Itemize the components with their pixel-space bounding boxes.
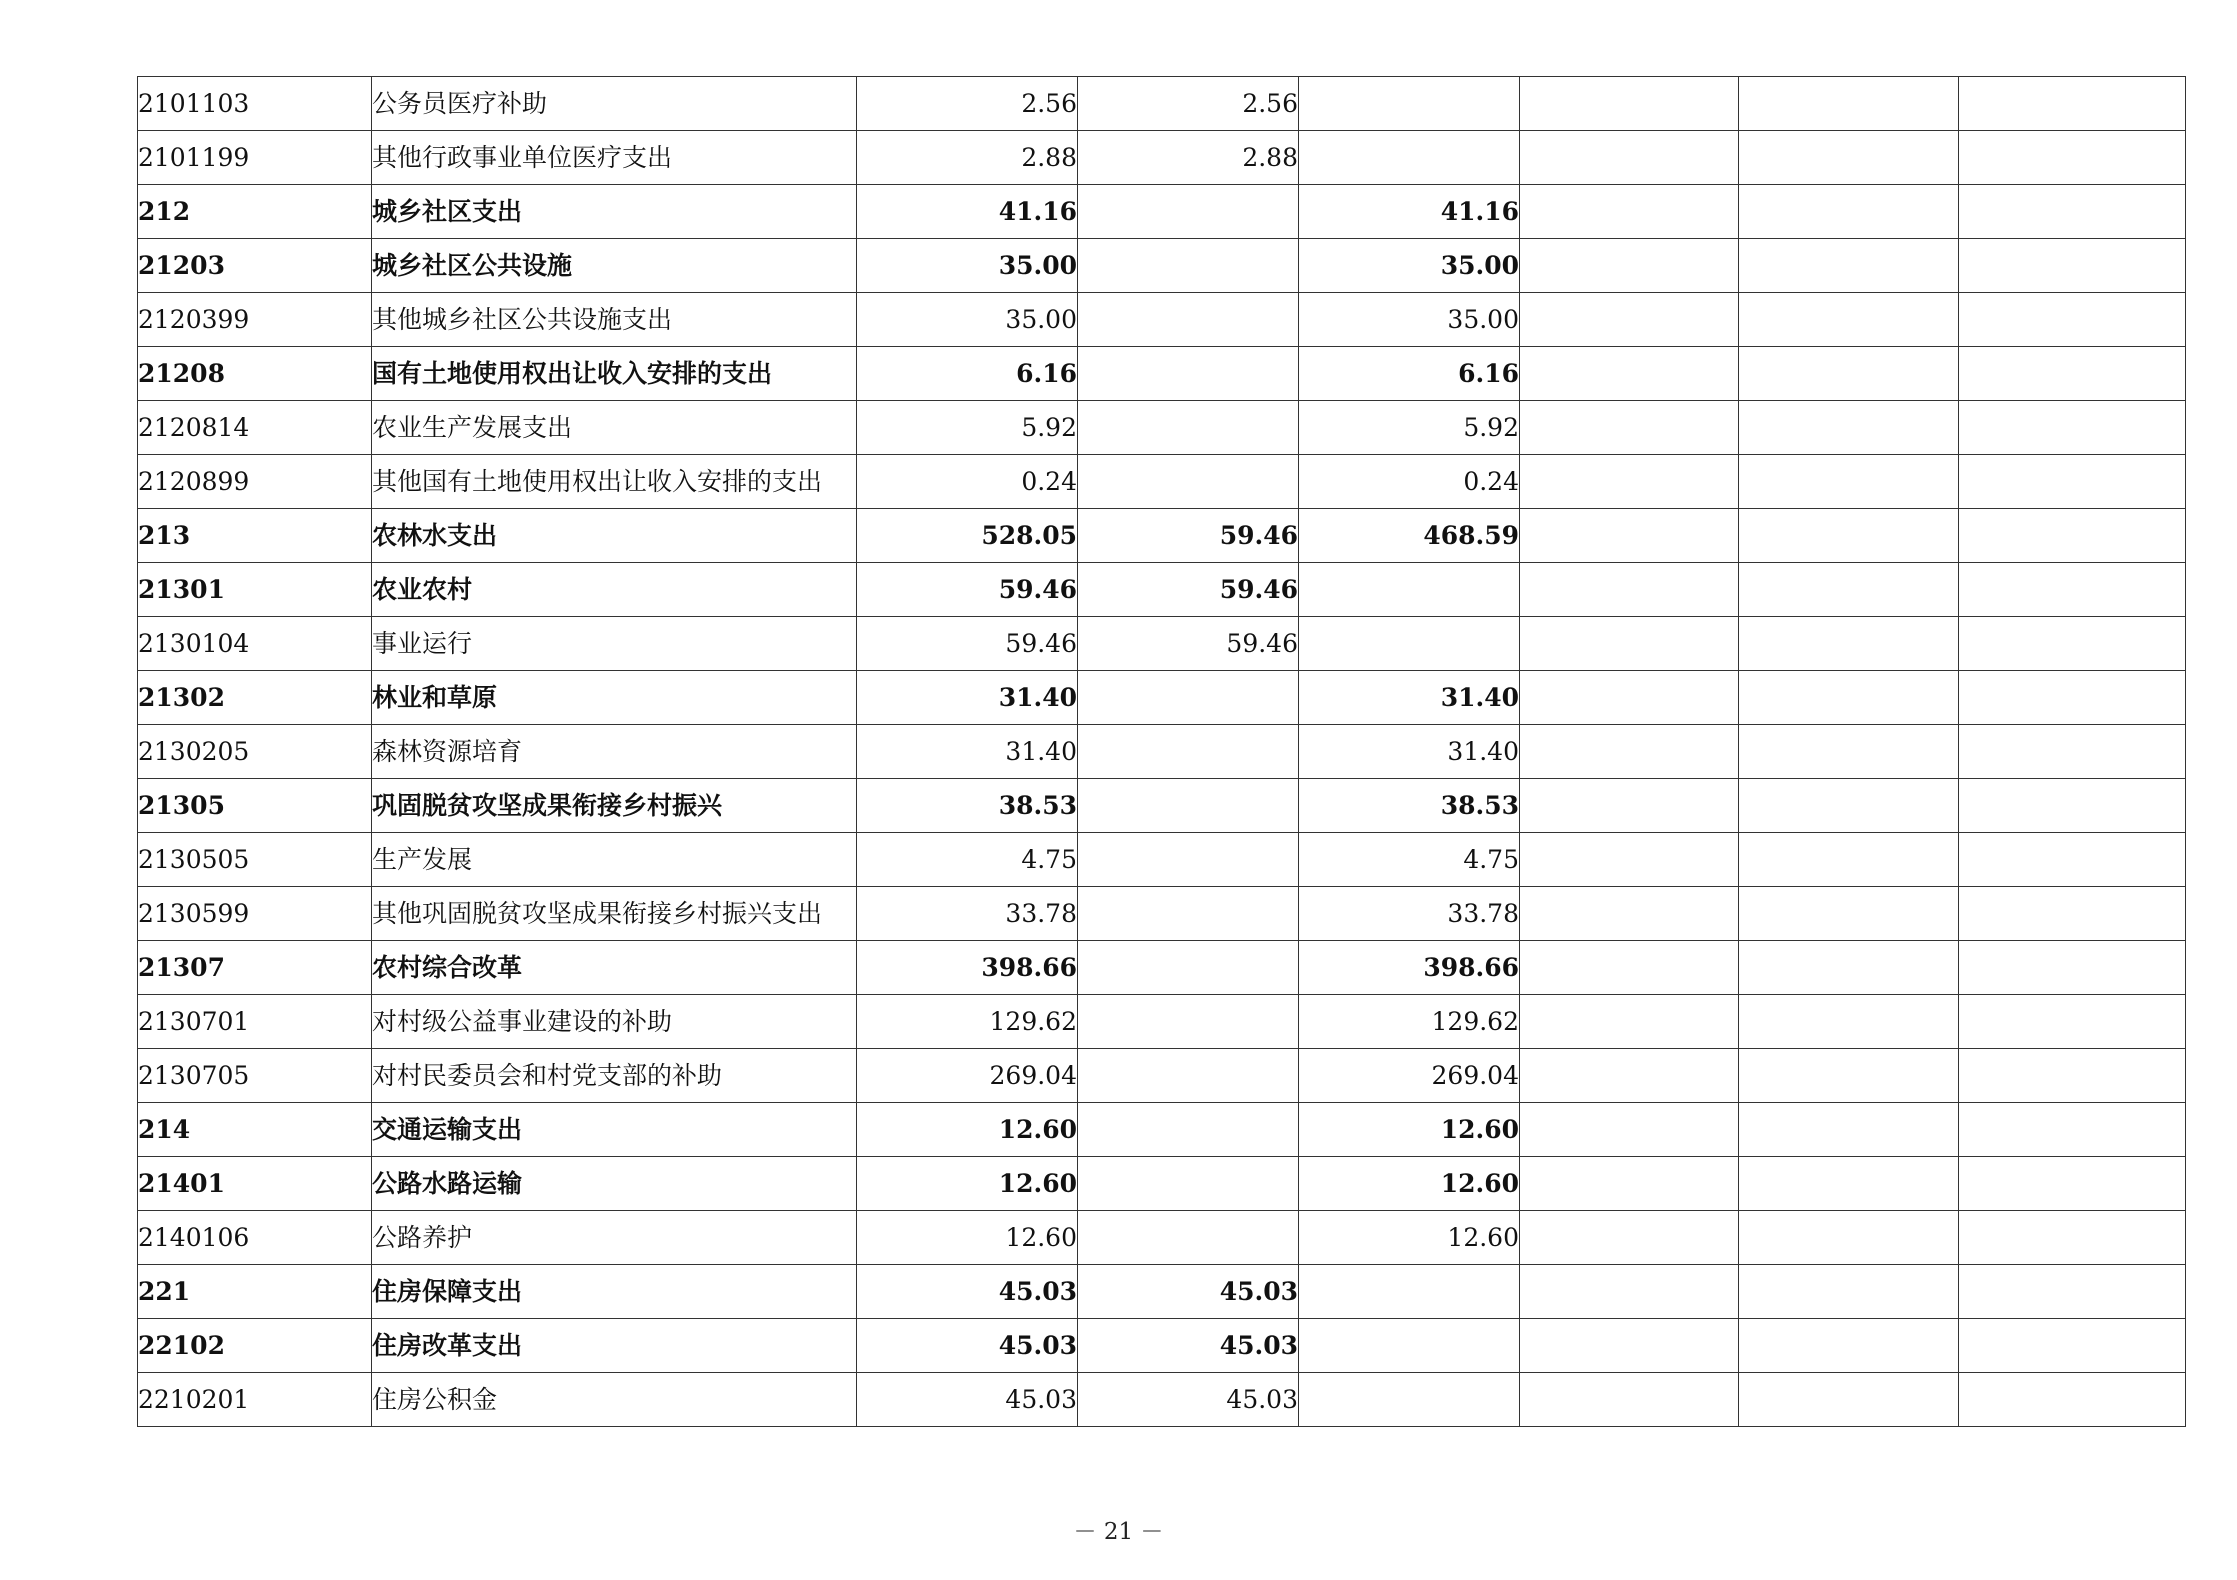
subject-name-cell: 林业和草原 (372, 671, 857, 725)
empty-cell (1739, 1157, 1959, 1211)
subject-code-cell: 2120899 (138, 455, 372, 509)
subject-name-cell: 城乡社区支出 (372, 185, 857, 239)
subject-code-cell: 2130701 (138, 995, 372, 1049)
empty-cell (1959, 1373, 2186, 1427)
subject-code-cell: 21203 (138, 239, 372, 293)
total-amount-cell: 38.53 (857, 779, 1078, 833)
table-row (138, 347, 2186, 401)
subject-code-cell: 2130205 (138, 725, 372, 779)
empty-cell (1959, 131, 2186, 185)
empty-cell (1520, 239, 1739, 293)
subject-name-cell: 农业农村 (372, 563, 857, 617)
empty-cell (1959, 725, 2186, 779)
empty-cell (1520, 455, 1739, 509)
project-expenditure-cell: 4.75 (1299, 833, 1520, 887)
subject-code-cell: 2210201 (138, 1373, 372, 1427)
subject-name-cell: 其他巩固脱贫攻坚成果衔接乡村振兴支出 (372, 887, 857, 941)
empty-cell (1959, 779, 2186, 833)
empty-cell (1739, 509, 1959, 563)
empty-cell (1520, 1319, 1739, 1373)
subject-code-cell: 2120399 (138, 293, 372, 347)
table-row (138, 77, 2186, 131)
basic-expenditure-cell (1078, 887, 1299, 941)
empty-cell (1520, 671, 1739, 725)
empty-cell (1739, 131, 1959, 185)
total-amount-cell: 35.00 (857, 293, 1078, 347)
basic-expenditure-cell (1078, 239, 1299, 293)
subject-name-cell: 公路养护 (372, 1211, 857, 1265)
subject-name-cell: 城乡社区公共设施 (372, 239, 857, 293)
table-row (138, 455, 2186, 509)
table-row (138, 995, 2186, 1049)
empty-cell (1739, 239, 1959, 293)
empty-cell (1959, 401, 2186, 455)
basic-expenditure-cell (1078, 185, 1299, 239)
basic-expenditure-cell (1078, 455, 1299, 509)
table-row (138, 293, 2186, 347)
subject-name-cell: 生产发展 (372, 833, 857, 887)
project-expenditure-cell: 12.60 (1299, 1157, 1520, 1211)
subject-name-cell: 森林资源培育 (372, 725, 857, 779)
empty-cell (1959, 509, 2186, 563)
empty-cell (1959, 1157, 2186, 1211)
basic-expenditure-cell (1078, 401, 1299, 455)
empty-cell (1520, 185, 1739, 239)
empty-cell (1739, 941, 1959, 995)
basic-expenditure-cell (1078, 1211, 1299, 1265)
project-expenditure-cell: 398.66 (1299, 941, 1520, 995)
empty-cell (1959, 941, 2186, 995)
empty-cell (1520, 887, 1739, 941)
empty-cell (1959, 671, 2186, 725)
subject-code-cell: 2101199 (138, 131, 372, 185)
total-amount-cell: 12.60 (857, 1103, 1078, 1157)
basic-expenditure-cell: 59.46 (1078, 563, 1299, 617)
basic-expenditure-cell (1078, 1049, 1299, 1103)
empty-cell (1520, 779, 1739, 833)
empty-cell (1739, 1265, 1959, 1319)
empty-cell (1959, 1211, 2186, 1265)
subject-name-cell: 其他城乡社区公共设施支出 (372, 293, 857, 347)
empty-cell (1520, 131, 1739, 185)
empty-cell (1520, 725, 1739, 779)
project-expenditure-cell (1299, 1319, 1520, 1373)
basic-expenditure-cell (1078, 293, 1299, 347)
expenditure-table (137, 76, 2186, 1427)
subject-code-cell: 221 (138, 1265, 372, 1319)
subject-name-cell: 农业生产发展支出 (372, 401, 857, 455)
total-amount-cell: 31.40 (857, 725, 1078, 779)
empty-cell (1520, 941, 1739, 995)
empty-cell (1959, 995, 2186, 1049)
total-amount-cell: 2.88 (857, 131, 1078, 185)
empty-cell (1959, 185, 2186, 239)
empty-cell (1739, 995, 1959, 1049)
empty-cell (1520, 833, 1739, 887)
empty-cell (1959, 1319, 2186, 1373)
empty-cell (1520, 293, 1739, 347)
subject-code-cell: 2140106 (138, 1211, 372, 1265)
total-amount-cell: 4.75 (857, 833, 1078, 887)
empty-cell (1520, 1103, 1739, 1157)
basic-expenditure-cell: 2.88 (1078, 131, 1299, 185)
subject-name-cell: 公务员医疗补助 (372, 77, 857, 131)
empty-cell (1959, 455, 2186, 509)
table-body (138, 77, 2186, 1427)
empty-cell (1739, 1373, 1959, 1427)
empty-cell (1520, 1157, 1739, 1211)
basic-expenditure-cell (1078, 995, 1299, 1049)
subject-name-cell: 国有土地使用权出让收入安排的支出 (372, 347, 857, 401)
table-row (138, 779, 2186, 833)
subject-code-cell: 2130104 (138, 617, 372, 671)
project-expenditure-cell (1299, 1373, 1520, 1427)
subject-code-cell: 2130505 (138, 833, 372, 887)
subject-code-cell: 2101103 (138, 77, 372, 131)
empty-cell (1520, 347, 1739, 401)
total-amount-cell: 2.56 (857, 77, 1078, 131)
empty-cell (1739, 563, 1959, 617)
project-expenditure-cell: 269.04 (1299, 1049, 1520, 1103)
table-row (138, 563, 2186, 617)
empty-cell (1959, 347, 2186, 401)
empty-cell (1520, 1049, 1739, 1103)
subject-name-cell: 巩固脱贫攻坚成果衔接乡村振兴 (372, 779, 857, 833)
project-expenditure-cell (1299, 77, 1520, 131)
total-amount-cell: 45.03 (857, 1265, 1078, 1319)
empty-cell (1520, 509, 1739, 563)
empty-cell (1959, 77, 2186, 131)
total-amount-cell: 129.62 (857, 995, 1078, 1049)
empty-cell (1739, 455, 1959, 509)
subject-name-cell: 其他国有土地使用权出让收入安排的支出 (372, 455, 857, 509)
basic-expenditure-cell (1078, 671, 1299, 725)
basic-expenditure-cell: 59.46 (1078, 509, 1299, 563)
project-expenditure-cell: 35.00 (1299, 293, 1520, 347)
empty-cell (1739, 833, 1959, 887)
table-row (138, 1157, 2186, 1211)
project-expenditure-cell: 5.92 (1299, 401, 1520, 455)
empty-cell (1739, 671, 1959, 725)
empty-cell (1959, 617, 2186, 671)
total-amount-cell: 5.92 (857, 401, 1078, 455)
total-amount-cell: 45.03 (857, 1319, 1078, 1373)
total-amount-cell: 59.46 (857, 563, 1078, 617)
total-amount-cell: 41.16 (857, 185, 1078, 239)
subject-code-cell: 21307 (138, 941, 372, 995)
table-row (138, 509, 2186, 563)
empty-cell (1739, 1103, 1959, 1157)
empty-cell (1739, 725, 1959, 779)
page-number: － 21 － (1073, 1519, 1164, 1545)
project-expenditure-cell: 33.78 (1299, 887, 1520, 941)
subject-name-cell: 住房公积金 (372, 1373, 857, 1427)
basic-expenditure-cell (1078, 779, 1299, 833)
subject-code-cell: 213 (138, 509, 372, 563)
empty-cell (1739, 293, 1959, 347)
subject-name-cell: 农村综合改革 (372, 941, 857, 995)
subject-code-cell: 2130705 (138, 1049, 372, 1103)
empty-cell (1520, 1265, 1739, 1319)
subject-code-cell: 21208 (138, 347, 372, 401)
project-expenditure-cell: 129.62 (1299, 995, 1520, 1049)
empty-cell (1739, 1319, 1959, 1373)
subject-code-cell: 21302 (138, 671, 372, 725)
table-row (138, 1049, 2186, 1103)
total-amount-cell: 269.04 (857, 1049, 1078, 1103)
basic-expenditure-cell (1078, 347, 1299, 401)
subject-code-cell: 22102 (138, 1319, 372, 1373)
empty-cell (1520, 563, 1739, 617)
total-amount-cell: 528.05 (857, 509, 1078, 563)
total-amount-cell: 6.16 (857, 347, 1078, 401)
total-amount-cell: 35.00 (857, 239, 1078, 293)
empty-cell (1959, 833, 2186, 887)
empty-cell (1520, 617, 1739, 671)
empty-cell (1739, 347, 1959, 401)
subject-code-cell: 21401 (138, 1157, 372, 1211)
subject-name-cell: 其他行政事业单位医疗支出 (372, 131, 857, 185)
basic-expenditure-cell: 2.56 (1078, 77, 1299, 131)
subject-code-cell: 212 (138, 185, 372, 239)
subject-code-cell: 21305 (138, 779, 372, 833)
table-row (138, 401, 2186, 455)
empty-cell (1739, 617, 1959, 671)
empty-cell (1739, 779, 1959, 833)
table-row (138, 725, 2186, 779)
empty-cell (1739, 401, 1959, 455)
empty-cell (1739, 887, 1959, 941)
subject-code-cell: 214 (138, 1103, 372, 1157)
subject-name-cell: 交通运输支出 (372, 1103, 857, 1157)
empty-cell (1959, 239, 2186, 293)
table-row (138, 941, 2186, 995)
empty-cell (1959, 1265, 2186, 1319)
basic-expenditure-cell: 45.03 (1078, 1319, 1299, 1373)
empty-cell (1739, 1211, 1959, 1265)
total-amount-cell: 31.40 (857, 671, 1078, 725)
basic-expenditure-cell: 45.03 (1078, 1373, 1299, 1427)
empty-cell (1739, 1049, 1959, 1103)
basic-expenditure-cell (1078, 833, 1299, 887)
table-row (138, 1319, 2186, 1373)
subject-code-cell: 2130599 (138, 887, 372, 941)
subject-code-cell: 21301 (138, 563, 372, 617)
table-row (138, 833, 2186, 887)
project-expenditure-cell: 12.60 (1299, 1211, 1520, 1265)
table-row (138, 185, 2186, 239)
total-amount-cell: 12.60 (857, 1157, 1078, 1211)
empty-cell (1520, 401, 1739, 455)
empty-cell (1520, 995, 1739, 1049)
total-amount-cell: 12.60 (857, 1211, 1078, 1265)
subject-name-cell: 农林水支出 (372, 509, 857, 563)
subject-name-cell: 事业运行 (372, 617, 857, 671)
project-expenditure-cell: 12.60 (1299, 1103, 1520, 1157)
subject-name-cell: 对村民委员会和村党支部的补助 (372, 1049, 857, 1103)
project-expenditure-cell: 31.40 (1299, 671, 1520, 725)
table-row (138, 131, 2186, 185)
project-expenditure-cell (1299, 131, 1520, 185)
empty-cell (1959, 1049, 2186, 1103)
project-expenditure-cell: 468.59 (1299, 509, 1520, 563)
total-amount-cell: 33.78 (857, 887, 1078, 941)
subject-name-cell: 住房改革支出 (372, 1319, 857, 1373)
total-amount-cell: 398.66 (857, 941, 1078, 995)
basic-expenditure-cell: 45.03 (1078, 1265, 1299, 1319)
table-row (138, 239, 2186, 293)
empty-cell (1739, 185, 1959, 239)
project-expenditure-cell: 0.24 (1299, 455, 1520, 509)
empty-cell (1520, 1211, 1739, 1265)
table-row (138, 1265, 2186, 1319)
project-expenditure-cell: 38.53 (1299, 779, 1520, 833)
basic-expenditure-cell (1078, 941, 1299, 995)
total-amount-cell: 59.46 (857, 617, 1078, 671)
project-expenditure-cell (1299, 1265, 1520, 1319)
total-amount-cell: 0.24 (857, 455, 1078, 509)
empty-cell (1959, 887, 2186, 941)
subject-code-cell: 2120814 (138, 401, 372, 455)
empty-cell (1959, 1103, 2186, 1157)
table-row (138, 1103, 2186, 1157)
empty-cell (1520, 77, 1739, 131)
basic-expenditure-cell (1078, 1157, 1299, 1211)
empty-cell (1739, 77, 1959, 131)
total-amount-cell: 45.03 (857, 1373, 1078, 1427)
table-row (138, 671, 2186, 725)
table-row (138, 617, 2186, 671)
subject-name-cell: 住房保障支出 (372, 1265, 857, 1319)
basic-expenditure-cell (1078, 1103, 1299, 1157)
project-expenditure-cell: 31.40 (1299, 725, 1520, 779)
table-row (138, 1373, 2186, 1427)
subject-name-cell: 对村级公益事业建设的补助 (372, 995, 857, 1049)
empty-cell (1959, 563, 2186, 617)
basic-expenditure-cell: 59.46 (1078, 617, 1299, 671)
empty-cell (1520, 1373, 1739, 1427)
table-row (138, 1211, 2186, 1265)
table-row (138, 887, 2186, 941)
empty-cell (1959, 293, 2186, 347)
basic-expenditure-cell (1078, 725, 1299, 779)
project-expenditure-cell: 35.00 (1299, 239, 1520, 293)
project-expenditure-cell (1299, 563, 1520, 617)
project-expenditure-cell: 41.16 (1299, 185, 1520, 239)
project-expenditure-cell: 6.16 (1299, 347, 1520, 401)
project-expenditure-cell (1299, 617, 1520, 671)
subject-name-cell: 公路水路运输 (372, 1157, 857, 1211)
